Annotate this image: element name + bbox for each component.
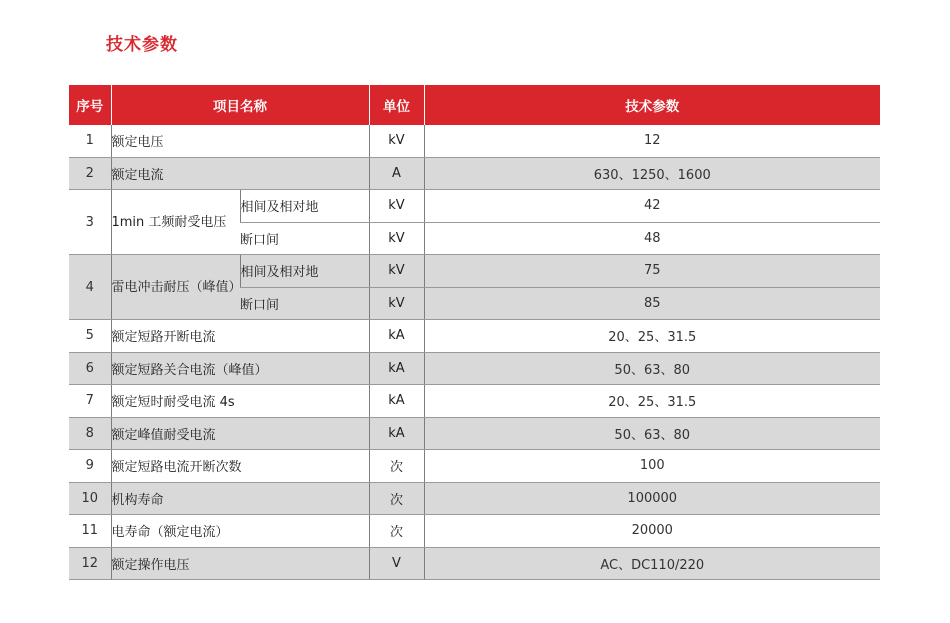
row-unit: 次 [369, 515, 424, 548]
row-seq: 2 [69, 157, 111, 190]
table-row [69, 482, 880, 515]
row-unit: kV [369, 222, 424, 255]
table-row [69, 125, 880, 157]
table-row [69, 547, 880, 580]
row-subname: 相间及相对地 [240, 190, 369, 223]
row-unit: A [369, 157, 424, 190]
row-value: 48 [424, 222, 880, 255]
row-name: 额定电压 [111, 125, 369, 157]
row-name: 额定短路开断电流 [111, 320, 369, 353]
row-name: 额定短路电流开断次数 [111, 450, 369, 483]
row-value: 75 [424, 255, 880, 288]
spec-table [69, 85, 880, 580]
row-value: AC、DC110/220 [424, 547, 880, 580]
row-value: 100000 [424, 482, 880, 515]
table-row [69, 417, 880, 450]
row-unit: kV [369, 255, 424, 288]
row-subname: 断口间 [240, 222, 369, 255]
row-unit: kA [369, 352, 424, 385]
row-unit: 次 [369, 450, 424, 483]
row-seq: 6 [69, 352, 111, 385]
row-value: 20、25、31.5 [424, 385, 880, 418]
row-seq: 1 [69, 125, 111, 157]
row-unit: kA [369, 385, 424, 418]
row-seq: 4 [69, 255, 111, 320]
row-unit: kA [369, 320, 424, 353]
row-name: 额定电流 [111, 157, 369, 190]
row-value: 12 [424, 125, 880, 157]
row-unit: kA [369, 417, 424, 450]
table-row [69, 352, 880, 385]
row-subname: 断口间 [240, 287, 369, 320]
row-name: 额定短路关合电流（峰值） [111, 352, 369, 385]
row-value: 100 [424, 450, 880, 483]
row-name: 雷电冲击耐压（峰值） [111, 255, 240, 320]
row-unit: kV [369, 125, 424, 157]
row-name: 额定峰值耐受电流 [111, 417, 369, 450]
row-value: 20000 [424, 515, 880, 548]
row-name: 电寿命（额定电流） [111, 515, 369, 548]
header-param: 技术参数 [424, 85, 880, 125]
table-row [69, 157, 880, 190]
row-name: 1min 工频耐受电压 [111, 190, 240, 255]
row-seq: 7 [69, 385, 111, 418]
table-row [69, 450, 880, 483]
row-name: 额定操作电压 [111, 547, 369, 580]
row-seq: 3 [69, 190, 111, 255]
row-name: 额定短时耐受电流 4s [111, 385, 369, 418]
row-unit: kV [369, 190, 424, 223]
table-row [69, 385, 880, 418]
table-row [69, 190, 880, 223]
table-header-row [69, 85, 880, 125]
row-unit: V [369, 547, 424, 580]
row-value: 85 [424, 287, 880, 320]
header-unit: 单位 [369, 85, 424, 125]
row-unit: kV [369, 287, 424, 320]
row-value: 20、25、31.5 [424, 320, 880, 353]
table-row [69, 515, 880, 548]
header-item: 项目名称 [111, 85, 369, 125]
row-value: 50、63、80 [424, 352, 880, 385]
row-seq: 9 [69, 450, 111, 483]
row-value: 50、63、80 [424, 417, 880, 450]
table-row [69, 255, 880, 288]
row-seq: 5 [69, 320, 111, 353]
row-seq: 10 [69, 482, 111, 515]
page-title: 技术参数 [106, 35, 178, 55]
row-seq: 12 [69, 547, 111, 580]
row-value: 42 [424, 190, 880, 223]
row-seq: 8 [69, 417, 111, 450]
row-value: 630、1250、1600 [424, 157, 880, 190]
row-subname: 相间及相对地 [240, 255, 369, 288]
row-name: 机构寿命 [111, 482, 369, 515]
row-seq: 11 [69, 515, 111, 548]
table-row [69, 320, 880, 353]
row-unit: 次 [369, 482, 424, 515]
header-seq: 序号 [69, 85, 111, 125]
